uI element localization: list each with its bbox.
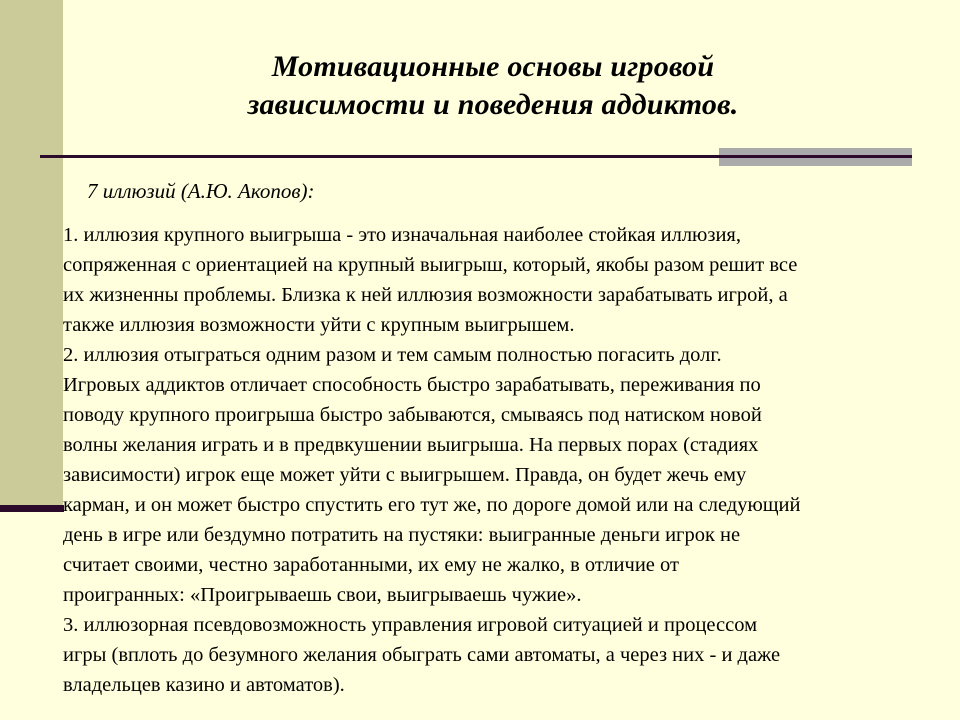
text-line: Игровых аддиктов отличает способность быстро зарабатывать, переживания по [63, 374, 761, 396]
text-line: поводу крупного проигрыша быстро забываются, смываясь под натиском новой [63, 404, 762, 426]
text-line: день в игре или бездумно потратить на пустяки: выигранные деньги игрок не [63, 524, 741, 546]
header-divider-rule [40, 155, 912, 158]
text-line: 1. иллюзия крупного выигрыша - это изначальная наиболее стойкая иллюзия, [63, 224, 741, 246]
text-line: 3. иллюзорная псевдовозможность управления игровой ситуацией и процессом [63, 614, 758, 636]
left-decorative-band [0, 0, 63, 505]
title-line-2: зависимости и поведения аддиктов. [247, 88, 739, 121]
left-band-end-bar [0, 505, 64, 512]
paragraph-illusion-1 [63, 220, 953, 340]
text-line: сопряженная с ориентацией на крупный выигрыш, который, якобы разом решит все [63, 254, 798, 276]
text-line: владельцев казино и автоматов). [63, 674, 345, 696]
slide-title [63, 48, 923, 124]
text-line: считает своими, честно заработанными, их ему не жалко, в отличие от [63, 554, 679, 576]
slide-body [63, 176, 953, 700]
text-line: проигранных: «Проигрываешь свои, выигрываешь чужие». [63, 584, 582, 606]
text-line: волны желания играть и в предвкушении выигрыша. На первых порах (стадиях [63, 434, 759, 456]
paragraph-illusion-2 [63, 340, 953, 610]
lead-subtitle: 7 иллюзий (А.Ю. Акопов): [87, 179, 315, 203]
title-line-1: Мотивационные основы игровой [271, 50, 715, 83]
text-line: зависимости) игрок еще может уйти с выигрышем. Правда, он будет жечь ему [63, 464, 747, 486]
text-line: также иллюзия возможности уйти с крупным выигрышем. [63, 314, 575, 336]
text-line: их жизненны проблемы. Близка к ней иллюзия возможности зарабатывать игрой, а [63, 284, 788, 306]
spacer [63, 207, 953, 220]
text-line: 2. иллюзия отыграться одним разом и тем самым полностью погасить долг. [63, 344, 722, 366]
text-line: игры (вплоть до безумного желания обыграть сами автоматы, а через них - и даже [63, 644, 781, 666]
text-line: карман, и он может быстро спустить его тут же, по дороге домой или на следующий [63, 494, 801, 516]
paragraph-illusion-3 [63, 610, 953, 700]
